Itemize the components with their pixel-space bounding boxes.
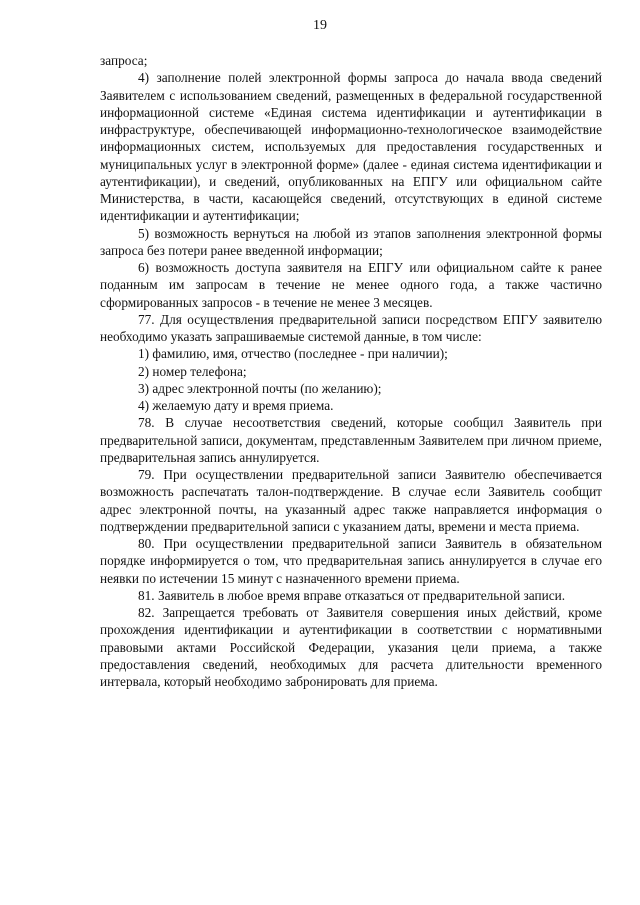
paragraph: 3) адрес электронной почты (по желанию); bbox=[138, 380, 382, 396]
paragraph: 6) возможность доступа заявителя на ЕПГУ или официальном сайте к ранее поданным им запросам в течение не менее одного года, а также частично сформированных запросов - в течение не менее 3 месяцев. bbox=[100, 260, 602, 310]
paragraph: 5) возможность вернуться на любой из этапов заполнения электронной формы запроса без потери ранее введенной информации; bbox=[100, 225, 602, 258]
page-number: 19 bbox=[313, 18, 327, 33]
paragraph: 81. Заявитель в любое время вправе отказаться от предварительной записи. bbox=[138, 587, 566, 603]
paragraph: 78. В случае несоответствия сведений, которые сообщил Заявитель при предварительной записи, документам, представленным Заявителем при личном приеме, предварительная запись аннулируется. bbox=[100, 415, 602, 465]
paragraph: 2) номер телефона; bbox=[138, 363, 247, 379]
paragraph: 79. При осуществлении предварительной записи Заявителю обеспечивается возможность распечатать талон-подтверждение. В случае если Заявитель сообщит адрес электронной почты, на указанный адрес также направляется информация о подтверждении предварительной записи с указанием даты, времени и места приема. bbox=[100, 467, 602, 534]
paragraph: 82. Запрещается требовать от Заявителя совершения иных действий, кроме прохождения идентификации и аутентификации в соответствии с нормативными правовыми актами Российской Федерации, указания цели приема, а также предоставления сведений, необходимых для расчета длительности временного интервала, который необходимо забронировать для приема. bbox=[100, 605, 602, 689]
paragraph: 77. Для осуществления предварительной записи посредством ЕПГУ заявителю необходимо указать запрашиваемые системой данные, в том числе: bbox=[100, 311, 602, 344]
paragraph: 4) заполнение полей электронной формы запроса до начала ввода сведений Заявителем с использованием сведений, размещенных в федеральной государственной информационной системе «Единая система идентификации и аутентификации в инфраструктуре, обеспечивающей информационно-технологическое взаимодействие информационных систем, используемых для предоставления государственных и муниципальных услуг в электронной форме» (далее - единая система идентификации и аутентификации), и сведений, опубликованных на ЕПГУ или официальном сайте Министерства, в части, касающейся сведений, отсутствующих в единой системе идентификации и аутентификации; bbox=[100, 70, 602, 224]
paragraph: 4) желаемую дату и время приема. bbox=[138, 398, 334, 413]
paragraph: 80. При осуществлении предварительной записи Заявитель в обязательном порядке информируется о том, что предварительная запись аннулируется в случае его неявки по истечении 15 минут с назначенного времени приема. bbox=[100, 536, 602, 586]
paragraph: 1) фамилию, имя, отчество (последнее - при наличии); bbox=[138, 346, 448, 362]
document-body bbox=[100, 52, 602, 690]
paragraph: запроса; bbox=[100, 53, 148, 68]
